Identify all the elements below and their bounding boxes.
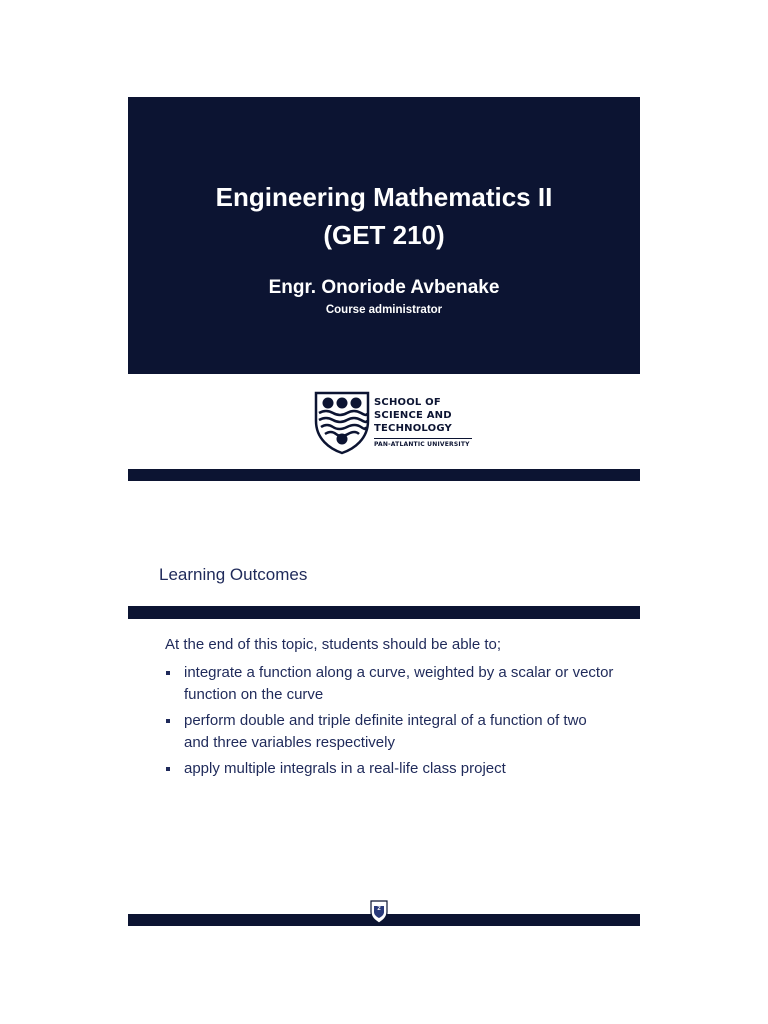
slide-title: Learning Outcomes (159, 565, 308, 584)
course-code: (GET 210) (323, 220, 445, 250)
author-role: Course administrator (325, 304, 443, 316)
list-item (164, 758, 614, 780)
bullet-icon (166, 719, 170, 723)
bullet-icon (166, 671, 170, 675)
school-logo (314, 391, 474, 457)
page-number-badge (370, 900, 388, 924)
slide1-footer-bar (128, 469, 640, 481)
outcome-text: perform double and triple definite integral of a function of two and three variables respectively (184, 712, 587, 751)
shield-icon (314, 391, 370, 455)
logo-line-1: SCHOOL OF (374, 397, 441, 408)
slide2-header-bar (128, 606, 640, 619)
list-item (164, 662, 614, 706)
logo-university: PAN-ATLANTIC UNIVERSITY (374, 438, 472, 448)
outcomes-list (164, 662, 614, 784)
title-banner (128, 97, 640, 374)
logo-wordmark (374, 396, 472, 448)
outcome-text: apply multiple integrals in a real-life class project (184, 760, 506, 777)
logo-line-3: TECHNOLOGY (374, 423, 452, 434)
author-name: Engr. Onoriode Avbenake (268, 277, 500, 298)
outcome-text: integrate a function along a curve, weighted by a scalar or vector function on the curve (184, 664, 614, 703)
list-item (164, 710, 614, 754)
page-number: 2 (377, 906, 381, 912)
intro-text: At the end of this topic, students should be able to; (165, 636, 502, 653)
title-slide (128, 97, 640, 481)
learning-outcomes-slide (128, 513, 640, 926)
course-title: Engineering Mathematics II (215, 182, 553, 212)
page-shield-icon (370, 900, 388, 924)
logo-line-2: SCIENCE AND (374, 410, 452, 421)
bullet-icon (166, 767, 170, 771)
